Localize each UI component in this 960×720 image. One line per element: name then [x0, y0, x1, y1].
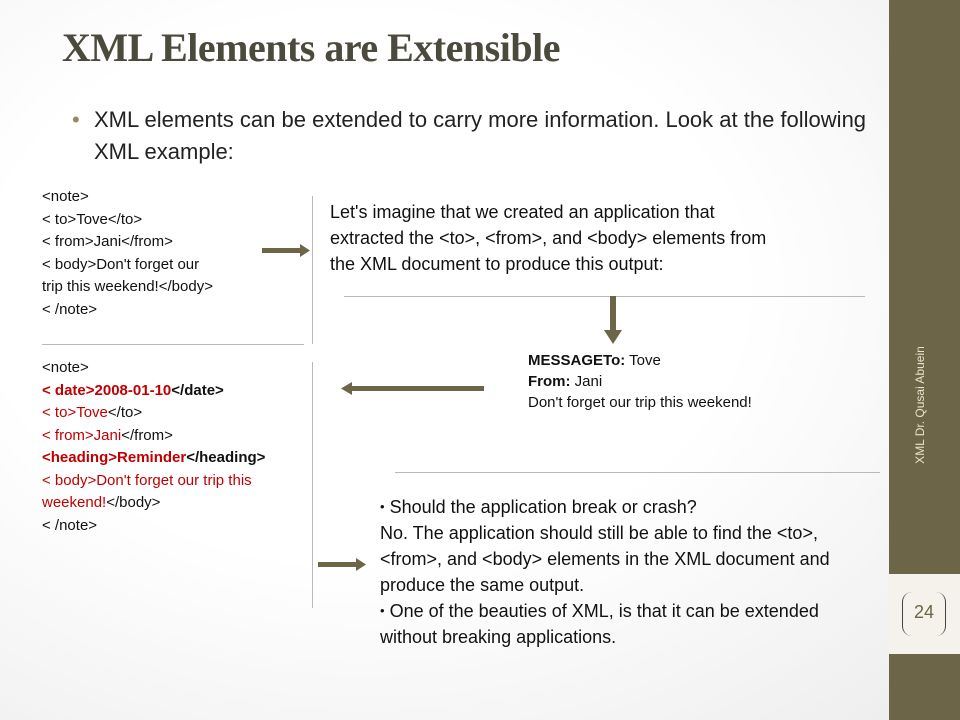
- page-number: 24: [913, 602, 935, 622]
- imagine-line: the XML document to produce this output:: [330, 254, 664, 274]
- qa-line: No. The application should still be able to find the <to>,: [380, 523, 818, 543]
- xml2-line: < body>Don't forget our trip this: [42, 471, 252, 489]
- xml1-line: < /note>: [42, 300, 98, 318]
- xml2-line: weekend!</body>: [42, 494, 161, 511]
- xml2-line: < /note>: [42, 516, 98, 534]
- divider-vertical-top: [312, 196, 313, 344]
- arrow-down-icon: [603, 296, 623, 346]
- xml2-line: < from>Jani</from>: [42, 426, 173, 444]
- xml-example-2: [42, 357, 265, 537]
- divider-bottom-right: [395, 472, 880, 473]
- arrow-left-icon: [340, 381, 484, 397]
- xml-example-1: [42, 186, 213, 321]
- qa-line: without breaking applications.: [380, 627, 617, 647]
- xml1-line: <note>: [42, 188, 89, 205]
- qa-question: • Should the application break or crash?: [380, 497, 697, 517]
- qa-bullet: • One of the beauties of XML, is that it can be extended: [380, 601, 819, 621]
- xml1-line: < body>Don't forget our: [42, 255, 200, 273]
- output-line: From: Jani: [528, 373, 603, 390]
- output-line: Don't forget our trip this weekend!: [528, 394, 752, 411]
- footer-vertical: [910, 330, 930, 480]
- imagine-line: extracted the <to>, <from>, and <body> elements from: [330, 228, 767, 248]
- xml2-line: < date>2008-01-10</date>: [42, 381, 224, 399]
- divider-left: [42, 344, 304, 345]
- xml1-line: < to>Tove</to>: [42, 210, 143, 228]
- qa-line: produce the same output.: [380, 575, 585, 595]
- xml2-line: < to>Tove</to>: [42, 404, 143, 421]
- xml2-line: <heading>Reminder</heading>: [42, 449, 266, 466]
- qa-line: <from>, and <body> elements in the XML document and: [380, 549, 830, 569]
- bullet-dot: •: [72, 107, 80, 132]
- imagine-line: Let's imagine that we created an application that: [330, 202, 715, 222]
- intro-text: XML elements can be extended to carry more information. Look at the following XML example:: [94, 107, 867, 164]
- arrow-right-icon: [262, 243, 312, 259]
- slide-title: XML Elements are Extensible: [62, 25, 560, 70]
- arrow-right-icon: [318, 557, 368, 573]
- xml1-line: trip this weekend!</body>: [42, 278, 213, 295]
- qa-block: [380, 494, 920, 650]
- imagine-paragraph: [330, 199, 766, 277]
- xml2-line: <note>: [42, 359, 89, 376]
- xml1-line: < from>Jani</from>: [42, 233, 173, 250]
- footer-text: XML Dr. Qusai Abuein: [913, 346, 927, 464]
- intro-bullet: [72, 104, 892, 168]
- output-line: MESSAGETo: Tove: [528, 352, 661, 369]
- divider-vertical-bottom: [312, 362, 313, 608]
- output-message: [528, 350, 752, 413]
